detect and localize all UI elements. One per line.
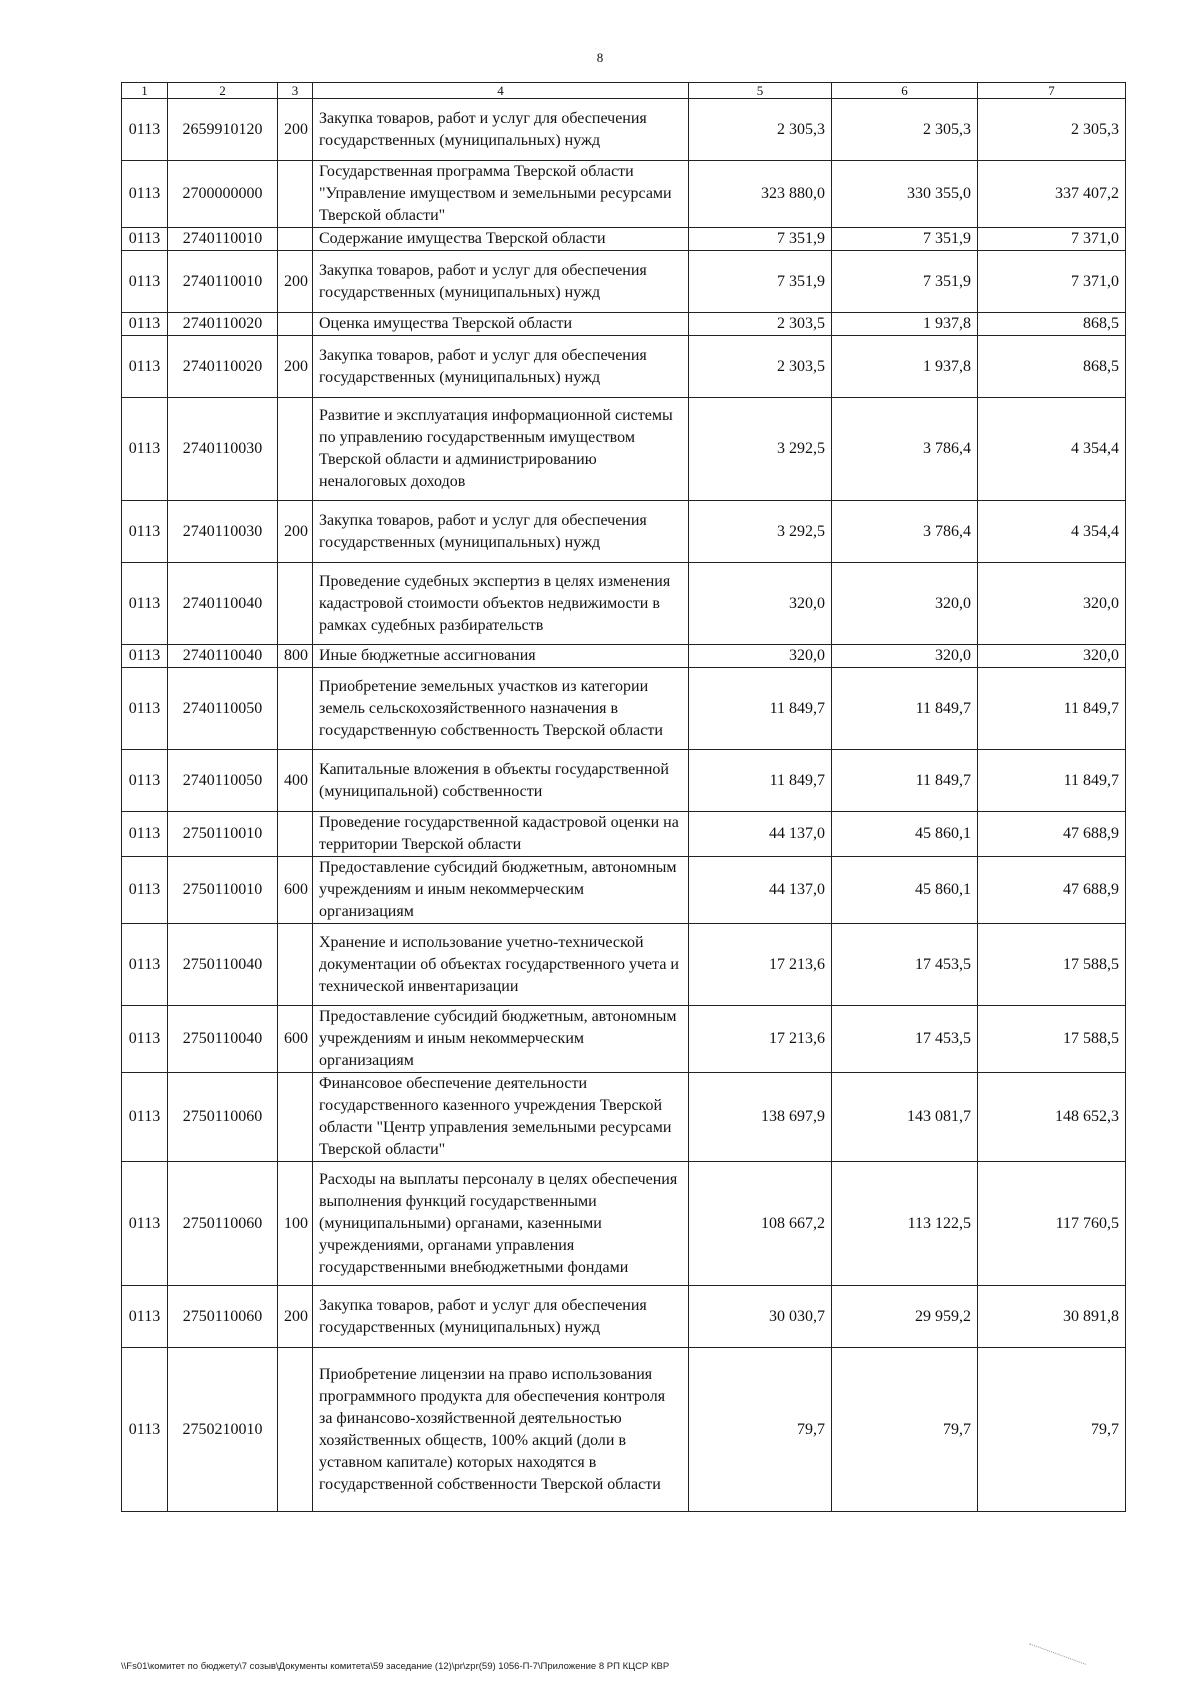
table-row	[122, 1162, 1126, 1286]
target-article-cell: 2740110030	[168, 398, 278, 501]
amount-year-2-cell: 330 355,0	[832, 161, 978, 228]
amount-year-3-cell: 11 849,7	[978, 668, 1126, 750]
amount-year-2-cell: 2 305,3	[832, 99, 978, 161]
amount-year-2-cell: 7 351,9	[832, 251, 978, 313]
budget-table	[121, 82, 1126, 1512]
table-row	[122, 750, 1126, 812]
table-row	[122, 645, 1126, 668]
table-row	[122, 336, 1126, 398]
amount-year-1-cell: 17 213,6	[689, 924, 832, 1006]
expense-type-cell: 200	[278, 501, 313, 563]
amount-year-3-cell: 47 688,9	[978, 857, 1126, 924]
amount-year-2-cell: 320,0	[832, 645, 978, 668]
header-cell-5: 5	[689, 83, 832, 99]
amount-year-1-cell: 11 849,7	[689, 668, 832, 750]
description-cell: Оценка имущества Тверской области	[313, 313, 689, 336]
header-cell-3: 3	[278, 83, 313, 99]
target-article-cell: 2750110060	[168, 1286, 278, 1348]
description-cell: Приобретение лицензии на право использования программного продукта для обеспечения контроля за финансово-хозяйственной деятельностью хозяйственных обществ, 100% акций (доли в уставном капитале) которых находятся в государственной собственности Тверской области	[313, 1348, 689, 1512]
description-cell: Государственная программа Тверской области "Управление имуществом и земельными ресурсами Тверской области"	[313, 161, 689, 228]
target-article-cell: 2700000000	[168, 161, 278, 228]
header-cell-4: 4	[313, 83, 689, 99]
expense-type-cell: 400	[278, 750, 313, 812]
target-article-cell: 2740110010	[168, 251, 278, 313]
amount-year-2-cell: 320,0	[832, 563, 978, 645]
section-code-cell: 0113	[122, 563, 168, 645]
expense-type-cell: 200	[278, 99, 313, 161]
amount-year-2-cell: 79,7	[832, 1348, 978, 1512]
amount-year-2-cell: 11 849,7	[832, 750, 978, 812]
target-article-cell: 2750110060	[168, 1162, 278, 1286]
amount-year-1-cell: 7 351,9	[689, 228, 832, 251]
section-code-cell: 0113	[122, 398, 168, 501]
amount-year-1-cell: 2 305,3	[689, 99, 832, 161]
target-article-cell: 2750110040	[168, 1006, 278, 1073]
amount-year-2-cell: 143 081,7	[832, 1073, 978, 1162]
section-code-cell: 0113	[122, 336, 168, 398]
section-code-cell: 0113	[122, 750, 168, 812]
section-code-cell: 0113	[122, 1073, 168, 1162]
header-cell-7: 7	[978, 83, 1126, 99]
table-row	[122, 812, 1126, 857]
expense-type-cell	[278, 812, 313, 857]
section-code-cell: 0113	[122, 645, 168, 668]
table-row	[122, 251, 1126, 313]
description-cell: Проведение судебных экспертиз в целях изменения кадастровой стоимости объектов недвижимости в рамках судебных разбирательств	[313, 563, 689, 645]
amount-year-1-cell: 3 292,5	[689, 501, 832, 563]
section-code-cell: 0113	[122, 161, 168, 228]
amount-year-3-cell: 868,5	[978, 313, 1126, 336]
amount-year-3-cell: 7 371,0	[978, 228, 1126, 251]
section-code-cell: 0113	[122, 251, 168, 313]
description-cell: Расходы на выплаты персоналу в целях обеспечения выполнения функций государственными (муниципальными) органами, казенными учреждениями, органами управления государственными внебюджетными фондами	[313, 1162, 689, 1286]
amount-year-1-cell: 2 303,5	[689, 313, 832, 336]
expense-type-cell: 200	[278, 336, 313, 398]
target-article-cell: 2740110040	[168, 563, 278, 645]
table-row	[122, 313, 1126, 336]
expense-type-cell: 600	[278, 1006, 313, 1073]
section-code-cell: 0113	[122, 812, 168, 857]
amount-year-1-cell: 3 292,5	[689, 398, 832, 501]
amount-year-3-cell: 2 305,3	[978, 99, 1126, 161]
target-article-cell: 2750110010	[168, 857, 278, 924]
amount-year-2-cell: 11 849,7	[832, 668, 978, 750]
section-code-cell: 0113	[122, 1006, 168, 1073]
amount-year-3-cell: 148 652,3	[978, 1073, 1126, 1162]
description-cell: Закупка товаров, работ и услуг для обеспечения государственных (муниципальных) нужд	[313, 336, 689, 398]
amount-year-1-cell: 17 213,6	[689, 1006, 832, 1073]
expense-type-cell: 600	[278, 857, 313, 924]
table-row	[122, 1348, 1126, 1512]
header-cell-2: 2	[168, 83, 278, 99]
table-row	[122, 1006, 1126, 1073]
description-cell: Проведение государственной кадастровой оценки на территории Тверской области	[313, 812, 689, 857]
table-row	[122, 857, 1126, 924]
expense-type-cell	[278, 161, 313, 228]
table-row	[122, 924, 1126, 1006]
description-cell: Закупка товаров, работ и услуг для обеспечения государственных (муниципальных) нужд	[313, 501, 689, 563]
amount-year-1-cell: 30 030,7	[689, 1286, 832, 1348]
table-row	[122, 668, 1126, 750]
section-code-cell: 0113	[122, 313, 168, 336]
amount-year-1-cell: 138 697,9	[689, 1073, 832, 1162]
target-article-cell: 2750110060	[168, 1073, 278, 1162]
section-code-cell: 0113	[122, 668, 168, 750]
expense-type-cell: 200	[278, 1286, 313, 1348]
target-article-cell: 2740110050	[168, 750, 278, 812]
amount-year-1-cell: 7 351,9	[689, 251, 832, 313]
section-code-cell: 0113	[122, 1348, 168, 1512]
amount-year-3-cell: 79,7	[978, 1348, 1126, 1512]
amount-year-2-cell: 7 351,9	[832, 228, 978, 251]
section-code-cell: 0113	[122, 501, 168, 563]
amount-year-3-cell: 117 760,5	[978, 1162, 1126, 1286]
amount-year-3-cell: 7 371,0	[978, 251, 1126, 313]
amount-year-2-cell: 1 937,8	[832, 336, 978, 398]
table-row	[122, 1073, 1126, 1162]
target-article-cell: 2740110020	[168, 336, 278, 398]
expense-type-cell	[278, 313, 313, 336]
amount-year-2-cell: 1 937,8	[832, 313, 978, 336]
amount-year-2-cell: 3 786,4	[832, 398, 978, 501]
table-body	[122, 99, 1126, 1512]
table-row	[122, 99, 1126, 161]
amount-year-3-cell: 47 688,9	[978, 812, 1126, 857]
amount-year-2-cell: 45 860,1	[832, 857, 978, 924]
scan-mark	[1029, 1630, 1091, 1665]
amount-year-2-cell: 3 786,4	[832, 501, 978, 563]
description-cell: Капитальные вложения в объекты государственной (муниципальной) собственности	[313, 750, 689, 812]
expense-type-cell	[278, 1348, 313, 1512]
description-cell: Финансовое обеспечение деятельности государственного казенного учреждения Тверской области "Центр управления земельными ресурсами Тверской области"	[313, 1073, 689, 1162]
expense-type-cell: 200	[278, 251, 313, 313]
amount-year-1-cell: 320,0	[689, 645, 832, 668]
header-cell-6: 6	[832, 83, 978, 99]
header-cell-1: 1	[122, 83, 168, 99]
target-article-cell: 2740110050	[168, 668, 278, 750]
amount-year-2-cell: 17 453,5	[832, 1006, 978, 1073]
expense-type-cell	[278, 563, 313, 645]
section-code-cell: 0113	[122, 228, 168, 251]
target-article-cell: 2750110040	[168, 924, 278, 1006]
amount-year-2-cell: 17 453,5	[832, 924, 978, 1006]
description-cell: Закупка товаров, работ и услуг для обеспечения государственных (муниципальных) нужд	[313, 99, 689, 161]
expense-type-cell	[278, 228, 313, 251]
target-article-cell: 2740110040	[168, 645, 278, 668]
footer-file-path: \\Fs01\комитет по бюджету\7 созыв\Документы комитета\59 заседание (12)\pr\zpr(59) 1056-П-7\Приложение 8 РП КЦСР КВР	[121, 1661, 670, 1672]
table-row	[122, 398, 1126, 501]
expense-type-cell	[278, 924, 313, 1006]
expense-type-cell	[278, 1073, 313, 1162]
section-code-cell: 0113	[122, 1162, 168, 1286]
description-cell: Хранение и использование учетно-технической документации об объектах государственного учета и технической инвентаризации	[313, 924, 689, 1006]
target-article-cell: 2740110010	[168, 228, 278, 251]
description-cell: Содержание имущества Тверской области	[313, 228, 689, 251]
table-row	[122, 563, 1126, 645]
target-article-cell: 2750110010	[168, 812, 278, 857]
amount-year-3-cell: 337 407,2	[978, 161, 1126, 228]
amount-year-2-cell: 113 122,5	[832, 1162, 978, 1286]
amount-year-3-cell: 11 849,7	[978, 750, 1126, 812]
amount-year-2-cell: 29 959,2	[832, 1286, 978, 1348]
target-article-cell: 2740110030	[168, 501, 278, 563]
amount-year-1-cell: 11 849,7	[689, 750, 832, 812]
page-number: 8	[596, 50, 604, 65]
description-cell: Закупка товаров, работ и услуг для обеспечения государственных (муниципальных) нужд	[313, 251, 689, 313]
description-cell: Иные бюджетные ассигнования	[313, 645, 689, 668]
target-article-cell: 2750210010	[168, 1348, 278, 1512]
expense-type-cell: 100	[278, 1162, 313, 1286]
amount-year-1-cell: 44 137,0	[689, 857, 832, 924]
amount-year-3-cell: 868,5	[978, 336, 1126, 398]
description-cell: Развитие и эксплуатация информационной системы по управлению государственным имуществом Тверской области и администрированию неналоговых доходов	[313, 398, 689, 501]
amount-year-1-cell: 79,7	[689, 1348, 832, 1512]
expense-type-cell: 800	[278, 645, 313, 668]
target-article-cell: 2659910120	[168, 99, 278, 161]
amount-year-2-cell: 45 860,1	[832, 812, 978, 857]
amount-year-3-cell: 17 588,5	[978, 1006, 1126, 1073]
amount-year-3-cell: 17 588,5	[978, 924, 1126, 1006]
target-article-cell: 2740110020	[168, 313, 278, 336]
amount-year-3-cell: 320,0	[978, 645, 1126, 668]
section-code-cell: 0113	[122, 99, 168, 161]
description-cell: Предоставление субсидий бюджетным, автономным учреждениям и иным некоммерческим организациям	[313, 857, 689, 924]
column-number-row	[122, 83, 1126, 99]
amount-year-1-cell: 2 303,5	[689, 336, 832, 398]
amount-year-3-cell: 30 891,8	[978, 1286, 1126, 1348]
description-cell: Приобретение земельных участков из категории земель сельскохозяйственного назначения в государственную собственность Тверской области	[313, 668, 689, 750]
amount-year-3-cell: 320,0	[978, 563, 1126, 645]
amount-year-1-cell: 108 667,2	[689, 1162, 832, 1286]
description-cell: Предоставление субсидий бюджетным, автономным учреждениям и иным некоммерческим организациям	[313, 1006, 689, 1073]
table-row	[122, 161, 1126, 228]
section-code-cell: 0113	[122, 924, 168, 1006]
table-row	[122, 1286, 1126, 1348]
amount-year-1-cell: 323 880,0	[689, 161, 832, 228]
table-row	[122, 228, 1126, 251]
amount-year-3-cell: 4 354,4	[978, 398, 1126, 501]
amount-year-1-cell: 44 137,0	[689, 812, 832, 857]
section-code-cell: 0113	[122, 1286, 168, 1348]
expense-type-cell	[278, 668, 313, 750]
amount-year-1-cell: 320,0	[689, 563, 832, 645]
section-code-cell: 0113	[122, 857, 168, 924]
amount-year-3-cell: 4 354,4	[978, 501, 1126, 563]
description-cell: Закупка товаров, работ и услуг для обеспечения государственных (муниципальных) нужд	[313, 1286, 689, 1348]
table-row	[122, 501, 1126, 563]
expense-type-cell	[278, 398, 313, 501]
